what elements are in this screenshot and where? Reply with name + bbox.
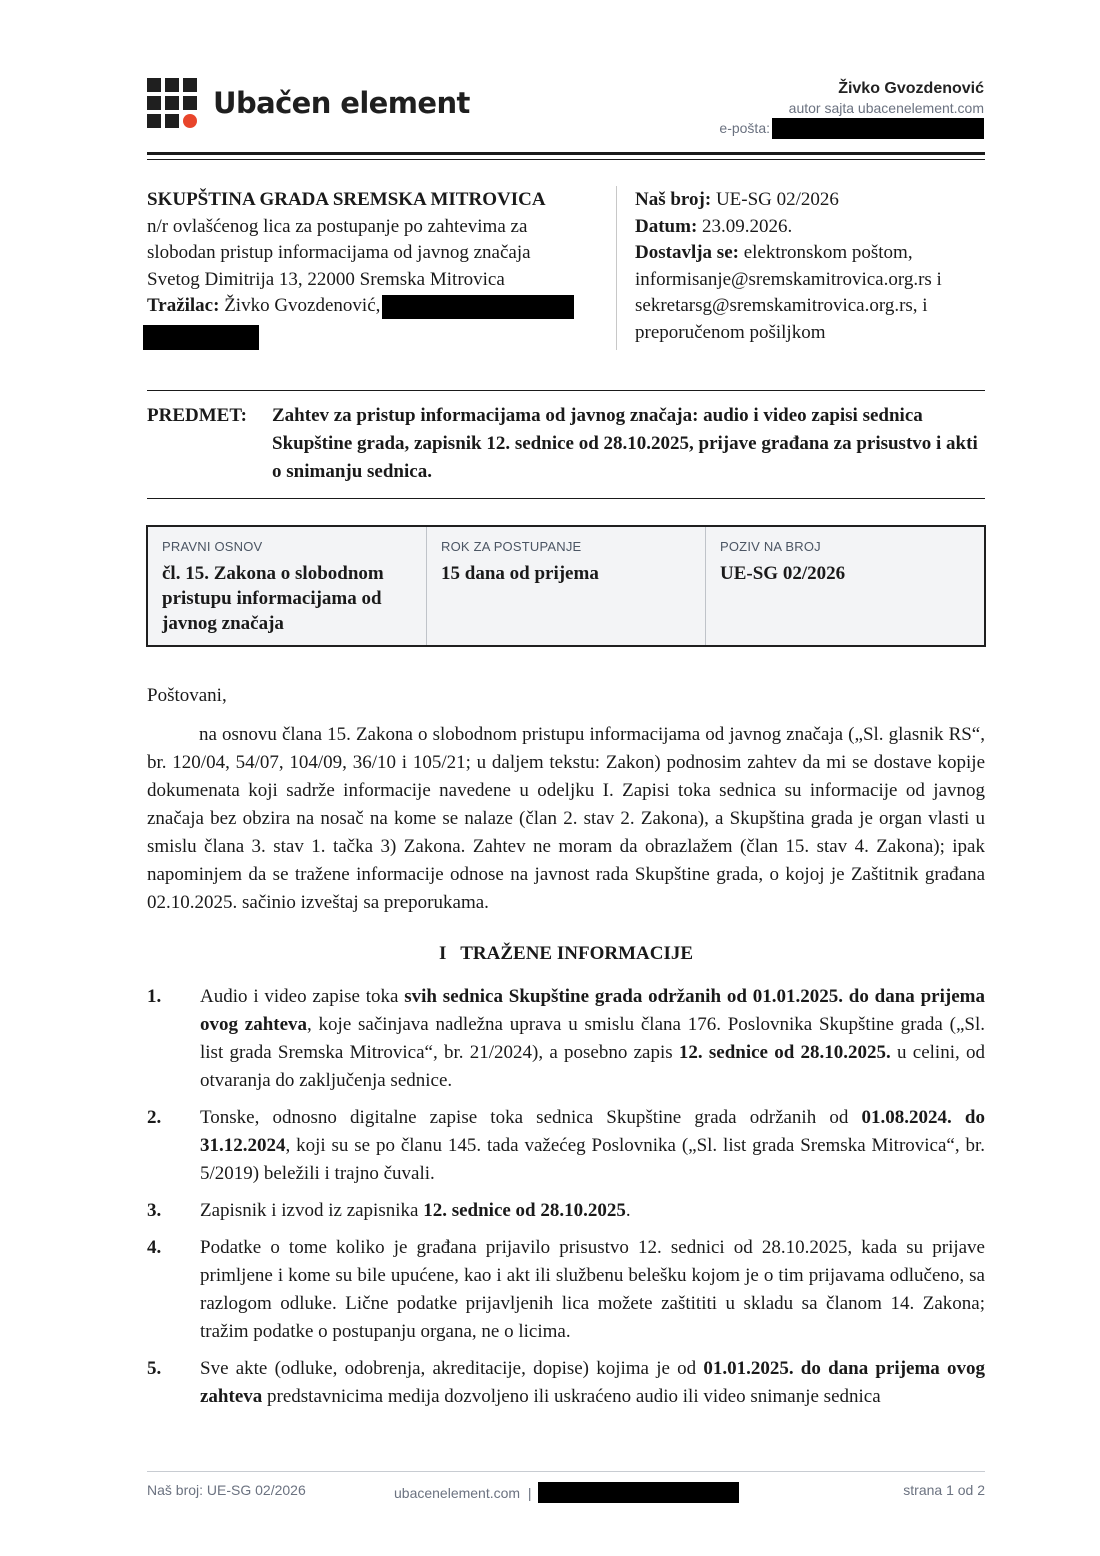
section-title: I TRAŽENE INFORMACIJE bbox=[438, 943, 694, 964]
date-value: 23.09.2026. bbox=[702, 215, 793, 237]
info-box bbox=[146, 525, 986, 647]
subject-label: PREDMET: bbox=[147, 405, 247, 426]
page-number: strana 1 od 2 bbox=[903, 1482, 985, 1498]
list-item bbox=[147, 1197, 985, 1225]
delivery-line3: sekretarsg@sremskamitrovica.org.rs, i bbox=[635, 295, 928, 316]
date-label: Datum: bbox=[635, 215, 698, 237]
delivery-label: Dostavlja se: bbox=[635, 242, 739, 263]
recipient-block bbox=[147, 187, 597, 320]
email-label: e-pošta: bbox=[719, 120, 770, 136]
info-value: čl. 15. Zakona o slobodnom pristupu informacijama od javnog značaja bbox=[162, 563, 384, 634]
header-rule-thick bbox=[147, 152, 985, 155]
recipient-line1: n/r ovlašćenog lica za postupanje po zahtevima za bbox=[147, 215, 528, 237]
header-rule-thin bbox=[147, 159, 985, 160]
requester-label: Tražilac: bbox=[147, 295, 220, 316]
author-block bbox=[719, 79, 984, 139]
brand-name: Ubačen element bbox=[213, 86, 470, 120]
item-text: Sve akte (odluke, odobrenja, akreditacije, dopise) kojima je od 01.01.2025. do dana prijema ovog zahteva predstavnicima medija dozvoljeno ili uskraćeno audio ili video snimanje sednica bbox=[200, 1358, 985, 1407]
subject-text: Zahtev za pristup informacijama od javnog značaja: audio i video zapisi sednica Skupštine grada, zapisnik 12. sednice od 28.10.2025, prijave građana za prisustvo i akti o snimanju sednica. bbox=[272, 405, 978, 482]
vertical-divider bbox=[616, 186, 617, 350]
redacted-email bbox=[772, 118, 984, 139]
delivery-line2: informisanje@sremskamitrovica.org.rs i bbox=[635, 268, 942, 290]
info-cell-legal-basis bbox=[148, 527, 427, 645]
list-item bbox=[147, 1104, 985, 1188]
author-role: autor sajta ubacenelement.com bbox=[788, 100, 984, 116]
info-cell-deadline bbox=[427, 527, 706, 645]
requested-items-list bbox=[147, 983, 985, 1420]
list-item bbox=[147, 983, 985, 1095]
footer-ref: Naš broj: UE-SG 02/2026 bbox=[147, 1482, 306, 1498]
footer-site-text: ubacenelement.com | bbox=[394, 1484, 532, 1501]
greeting: Poštovani, bbox=[147, 685, 227, 706]
item-text: Podatke o tome koliko je građana prijavilo prisustvo 12. sednici od 28.10.2025, kada su prijave primljene i kome su bile upućene, kao i akt ili službenu belešku kojom je o tim prijavama odlučeno, sa razlogom odluke. Lične podatke prijavljenih lica možete zaštititi u skladu sa članom 14. Zakona; tražim podatke o postupanju organa, ne o licima. bbox=[200, 1237, 985, 1342]
item-number: 1. bbox=[147, 986, 162, 1007]
site-logo bbox=[147, 78, 470, 128]
requester-name: Živko Gvozdenović, bbox=[224, 295, 381, 316]
info-caption: POZIV NA BROJ bbox=[720, 539, 821, 554]
intro-paragraph: na osnovu člana 15. Zakona o slobodnom pristupu informacijama od javnog značaja („Sl. glasnik RS“, br. 120/04, 54/07, 104/09, 36/10 i 105/21; u daljem tekstu: Zakon) podnosim zahtev da mi se dostave kopije dokumenata koji sadrže informacije navedene u odeljku I. Zapisi toka sednica su informacije od javnog značaja bez obzira na nosač na kome se nalaze (član 2. stav 2. Zakona), a Skupština grada je organ vlasti u smislu člana 3. stav 1. tačka 3) Zakona. Zahtev ne moram da obrazlažem (član 15. stav 4. Zakona); ipak napominjem da se tražene informacije odnose na javnost rada Skupštine grada, o kojoj je Zaštitnik građana 02.10.2025. sačinio izveštaj sa preporukama. bbox=[147, 724, 985, 913]
author-name: Živko Gvozdenović bbox=[838, 80, 984, 97]
info-value: 15 dana od prijema bbox=[441, 563, 599, 584]
recipient-address: Svetog Dimitrija 13, 22000 Sremska Mitrovica bbox=[147, 268, 505, 290]
item-text: Tonske, odnosno digitalne zapise toka sednica Skupštine grada održanih od 01.08.2024. do 31.12.2024, koji su se po članu 145. tada važećeg Poslovnika („Sl. list grada Sremska Mitrovica“, br. 5/2019) beležili i trajno čuvali. bbox=[200, 1107, 985, 1184]
item-text: Zapisnik i izvod iz zapisnika 12. sednice od 28.10.2025. bbox=[200, 1200, 631, 1221]
footer-site bbox=[394, 1482, 739, 1503]
info-caption: ROK ZA POSTUPANJE bbox=[441, 539, 582, 554]
delivery-line1: elektronskom poštom, bbox=[743, 242, 913, 263]
subject-rule-top bbox=[147, 390, 985, 391]
grid-logo-icon bbox=[147, 78, 197, 128]
ref-label: Naš broj: bbox=[635, 189, 712, 210]
page-footer bbox=[147, 1480, 985, 1502]
meta-block bbox=[635, 187, 985, 346]
ref-value: UE-SG 02/2026 bbox=[715, 189, 839, 210]
info-value: UE-SG 02/2026 bbox=[720, 563, 846, 584]
item-number: 3. bbox=[147, 1200, 162, 1221]
redacted-requester-contact bbox=[143, 325, 259, 350]
subject-rule-bottom bbox=[147, 498, 985, 499]
author-email bbox=[719, 118, 984, 139]
redacted-requester-address bbox=[382, 295, 574, 319]
delivery-line bbox=[635, 240, 985, 267]
delivery-line4: preporučenom pošiljkom bbox=[635, 321, 826, 343]
info-caption: PRAVNI OSNOV bbox=[162, 539, 263, 554]
date-line bbox=[635, 214, 985, 241]
item-number: 4. bbox=[147, 1237, 162, 1258]
redacted-footer-contact bbox=[538, 1482, 739, 1503]
list-item bbox=[147, 1355, 985, 1411]
item-text: Audio i video zapise toka svih sednica Skupštine grada održanih od 01.01.2025. do dana prijema ovog zahteva, koje sačinjava nadležna uprava u smislu člana 176. Poslovnika Skupštine grada („Sl. list grada Sremska Mitrovica“, br. 21/2024), a posebno zapis 12. sednice od 28.10.2025. u celini, od otvaranja do zaključenja sednice. bbox=[200, 986, 985, 1091]
item-number: 2. bbox=[147, 1107, 162, 1128]
requester-line bbox=[147, 293, 597, 320]
ref-line bbox=[635, 187, 985, 214]
item-number: 5. bbox=[147, 1358, 162, 1379]
list-item bbox=[147, 1234, 985, 1346]
footer-rule bbox=[147, 1471, 985, 1472]
recipient-line2: slobodan pristup informacijama od javnog značaja bbox=[147, 242, 531, 263]
recipient-org: SKUPŠTINA GRADA SREMSKA MITROVICA bbox=[147, 189, 546, 210]
info-cell-reference bbox=[706, 527, 984, 645]
subject bbox=[147, 402, 985, 486]
